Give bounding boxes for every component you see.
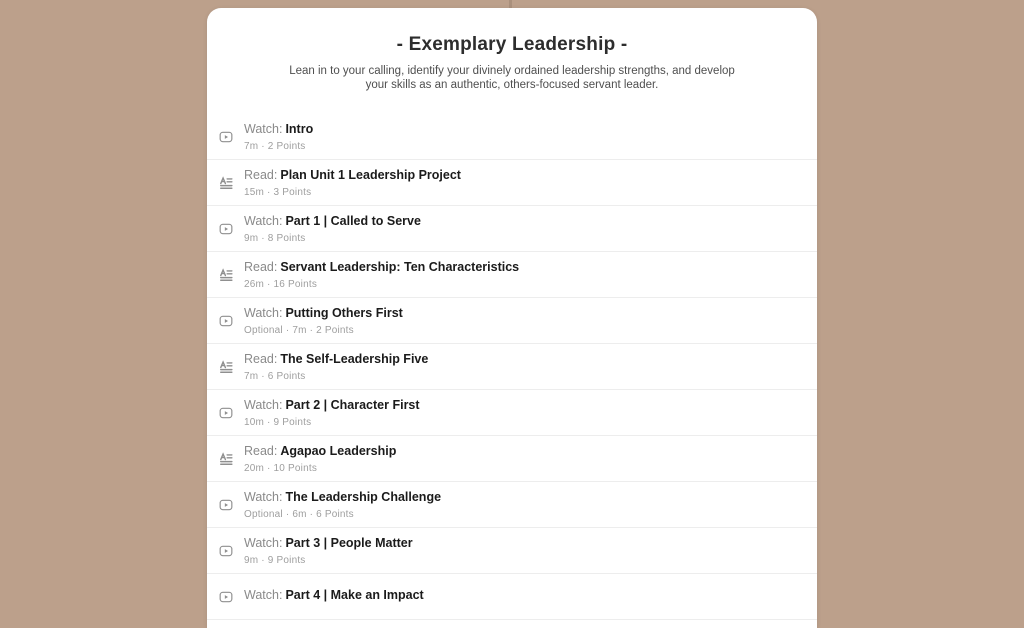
lesson-type-label: Read: bbox=[244, 260, 278, 274]
lesson-meta: 26m · 16 Points bbox=[244, 279, 318, 290]
video-play-icon bbox=[219, 314, 233, 328]
course-card bbox=[207, 8, 817, 628]
lesson-row[interactable] bbox=[207, 114, 817, 160]
lesson-meta: 9m · 8 Points bbox=[244, 233, 306, 244]
lesson-text bbox=[244, 212, 421, 245]
lesson-type-label: Watch: bbox=[244, 490, 283, 504]
lesson-meta: Optional · 7m · 2 Points bbox=[244, 325, 354, 336]
lesson-text bbox=[244, 350, 428, 383]
lesson-title-line bbox=[244, 588, 424, 602]
article-icon bbox=[219, 268, 233, 282]
lesson-text bbox=[244, 258, 519, 291]
lesson-meta: 10m · 9 Points bbox=[244, 417, 312, 428]
lesson-type-label: Read: bbox=[244, 168, 278, 182]
lesson-row[interactable] bbox=[207, 252, 817, 298]
lesson-type-label: Read: bbox=[244, 352, 278, 366]
video-play-icon bbox=[219, 130, 233, 144]
lesson-title: Agapao Leadership bbox=[280, 444, 397, 458]
lesson-row[interactable] bbox=[207, 574, 817, 620]
lesson-title: Part 1 | Called to Serve bbox=[285, 214, 421, 228]
article-icon bbox=[219, 176, 233, 190]
lesson-row[interactable] bbox=[207, 528, 817, 574]
lesson-title: The Leadership Challenge bbox=[285, 490, 442, 504]
lesson-text bbox=[244, 488, 441, 521]
lesson-type-label: Read: bbox=[244, 444, 278, 458]
lesson-meta: 9m · 9 Points bbox=[244, 555, 306, 566]
lesson-title-line bbox=[244, 536, 413, 550]
lesson-title-line bbox=[244, 168, 461, 182]
lesson-meta: Optional · 6m · 6 Points bbox=[244, 509, 354, 520]
lesson-row[interactable] bbox=[207, 160, 817, 206]
lesson-title-line bbox=[244, 122, 313, 136]
article-icon bbox=[219, 452, 233, 466]
lesson-title-line bbox=[244, 306, 403, 320]
lesson-title-line bbox=[244, 398, 420, 412]
lesson-type-label: Watch: bbox=[244, 536, 283, 550]
lesson-row[interactable] bbox=[207, 436, 817, 482]
lesson-type-label: Watch: bbox=[244, 306, 283, 320]
lesson-type-label: Watch: bbox=[244, 122, 283, 136]
lesson-meta: 20m · 10 Points bbox=[244, 463, 318, 474]
lesson-text bbox=[244, 534, 413, 567]
video-play-icon bbox=[219, 498, 233, 512]
lesson-title: Plan Unit 1 Leadership Project bbox=[280, 168, 461, 182]
course-subtitle: Lean in to your calling, identify your divinely ordained leadership strengths, and develop your skills as an authentic, others-focused servant leader. bbox=[289, 65, 735, 91]
lesson-text bbox=[244, 304, 403, 337]
lesson-meta: 15m · 3 Points bbox=[244, 187, 312, 198]
video-play-icon bbox=[219, 590, 233, 604]
lesson-title: Part 3 | People Matter bbox=[285, 536, 413, 550]
lesson-row[interactable] bbox=[207, 390, 817, 436]
lesson-meta: 7m · 2 Points bbox=[244, 141, 306, 152]
lesson-title: Intro bbox=[285, 122, 314, 136]
lesson-row[interactable] bbox=[207, 298, 817, 344]
article-icon bbox=[219, 360, 233, 374]
lesson-title: Servant Leadership: Ten Characteristics bbox=[280, 260, 520, 274]
lesson-list bbox=[207, 114, 817, 620]
lesson-title-line bbox=[244, 352, 428, 366]
lesson-text bbox=[244, 396, 420, 429]
lesson-title: The Self-Leadership Five bbox=[280, 352, 429, 366]
lesson-title: Part 4 | Make an Impact bbox=[285, 588, 424, 602]
lesson-row[interactable] bbox=[207, 344, 817, 390]
video-play-icon bbox=[219, 222, 233, 236]
lesson-text bbox=[244, 442, 396, 475]
lesson-title: Part 2 | Character First bbox=[285, 398, 420, 412]
course-title: - Exemplary Leadership - bbox=[396, 34, 628, 55]
lesson-title: Putting Others First bbox=[285, 306, 403, 320]
lesson-row[interactable] bbox=[207, 482, 817, 528]
video-play-icon bbox=[219, 406, 233, 420]
lesson-type-label: Watch: bbox=[244, 214, 283, 228]
lesson-text bbox=[244, 586, 424, 607]
lesson-row[interactable] bbox=[207, 206, 817, 252]
lesson-text bbox=[244, 166, 461, 199]
lesson-title-line bbox=[244, 490, 441, 504]
lesson-type-label: Watch: bbox=[244, 398, 283, 412]
lesson-type-label: Watch: bbox=[244, 588, 283, 602]
lesson-meta: 7m · 6 Points bbox=[244, 371, 306, 382]
video-play-icon bbox=[219, 544, 233, 558]
lesson-text bbox=[244, 120, 313, 153]
lesson-title-line bbox=[244, 260, 519, 274]
lesson-title-line bbox=[244, 214, 421, 228]
lesson-title-line bbox=[244, 444, 396, 458]
